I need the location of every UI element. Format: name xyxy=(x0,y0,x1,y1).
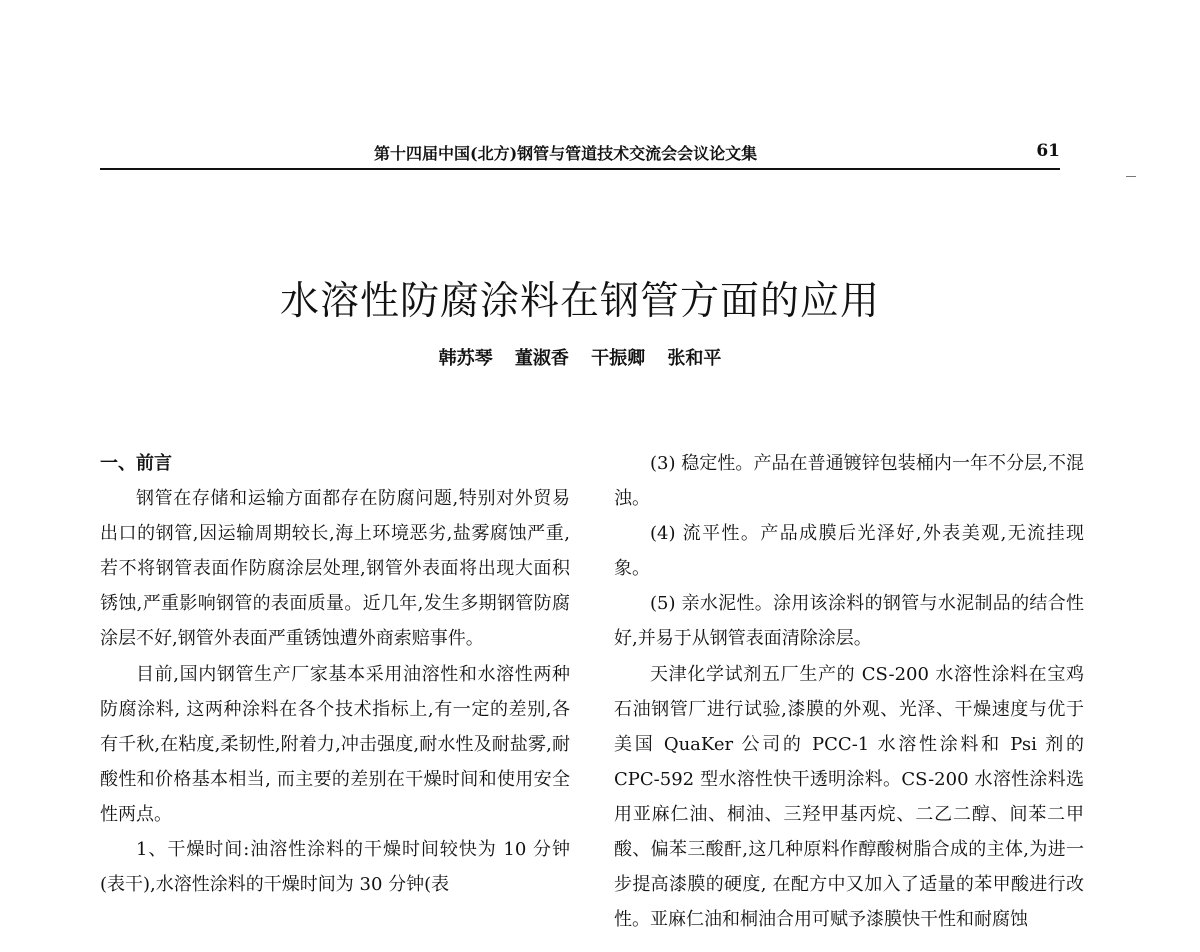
author-name: 干振卿 xyxy=(591,348,646,369)
header-rule xyxy=(100,168,1060,170)
section-heading: 一、前言 xyxy=(100,453,172,474)
paragraph: 1、干燥时间:油溶性涂料的干燥时间较快为 10 分钟(表干),水溶性涂料的干燥时间为 30 分钟(表 xyxy=(100,839,570,896)
author-name: 张和平 xyxy=(667,348,722,369)
paragraph: 钢管在存储和运输方面都存在防腐问题,特别对外贸易出口的钢管,因运输周期较长,海上环境恶劣,盐雾腐蚀严重,若不将钢管表面作防腐涂层处理,钢管外表面将出现大面积锈蚀,严重影响钢管的表面质量。近几年,发生多期钢管防腐涂层不好,钢管外表面严重锈蚀遭外商索赔事件。 xyxy=(100,488,570,650)
author-name: 韩苏琴 xyxy=(438,348,493,369)
paragraph: 天津化学试剂五厂生产的 CS-200 水溶性涂料在宝鸡石油钢管厂进行试验,漆膜的外观、光泽、干燥速度与优于美国 QuaKer 公司的 PCC-1 水溶性涂料和 Psi 剂的 CPC-592 型水溶性快干透明涂料。CS-200 水溶性涂料选用亚麻仁油、桐油、三羟甲基丙烷、二乙二醇、间苯二甲酸、偏苯三酸酐,这几种原料作醇酸树脂合成的主体,为进一步提高漆膜的硬度, 在配方中又加入了适量的苯甲酸进行改性。亚麻仁油和桐油合用可赋予漆膜快干性和耐腐蚀 xyxy=(614,663,1084,931)
author-list xyxy=(100,344,1060,370)
left-column xyxy=(100,446,570,902)
paragraph: (5) 亲水泥性。涂用该涂料的钢管与水泥制品的结合性好,并易于从钢管表面清除涂层。 xyxy=(614,593,1084,650)
paragraph: (3) 稳定性。产品在普通镀锌包装桶内一年不分层,不混浊。 xyxy=(614,453,1084,510)
paragraph: 目前,国内钢管生产厂家基本采用油溶性和水溶性两种防腐涂料, 这两种涂料在各个技术指标上,有一定的差别,各有千秋,在粘度,柔韧性,附着力,冲击强度,耐水性及耐盐雾,耐酸性和价格基本相当, 而主要的差别在干燥时间和使用安全性两点。 xyxy=(100,663,570,825)
paper-title: 水溶性防腐涂料在钢管方面的应用 xyxy=(279,279,880,324)
running-head xyxy=(100,141,1060,167)
page-number: 61 xyxy=(1036,141,1060,161)
running-title: 第十四届中国(北方)钢管与管道技术交流会会议论文集 xyxy=(374,144,758,163)
right-column xyxy=(614,446,1084,937)
scan-edge-mark xyxy=(1126,176,1136,177)
author-name: 董淑香 xyxy=(514,348,569,369)
paragraph: (4) 流平性。产品成膜后光泽好,外表美观,无流挂现象。 xyxy=(614,523,1084,580)
